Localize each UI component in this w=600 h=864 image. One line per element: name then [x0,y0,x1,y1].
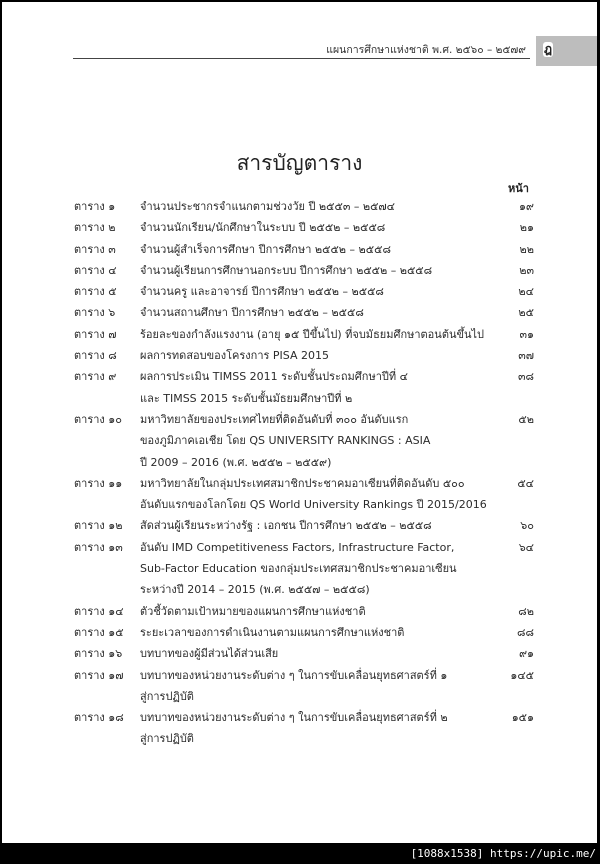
toc-entry-title [140,239,534,260]
toc-entry[interactable] [74,281,534,302]
toc-entry-page-number: ๘๘ [517,625,534,639]
toc-entry-title [140,643,534,664]
toc-entry[interactable] [74,622,534,643]
toc-entry-title [140,601,534,622]
toc-entry[interactable] [74,665,534,708]
toc-entry-title-line: จำนวนครู และอาจารย์ ปีการศึกษา ๒๕๕๒ – ๒๕๕๘ [140,285,384,299]
toc-entry-label: ตาราง ๘ [74,349,117,363]
toc-entry[interactable] [74,324,534,345]
toc-entry[interactable] [74,537,534,601]
toc-entry-title [140,707,534,750]
toc-entry[interactable] [74,515,534,536]
toc-entry-title [140,345,534,366]
toc-entry-title [140,324,534,345]
toc-entry-title-line: มหาวิทยาลัยในกลุ่มประเทศสมาชิกประชาคมอาเซียนที่ติดอันดับ ๕๐๐ [140,476,465,490]
page-title: สารบัญตาราง [236,151,363,175]
toc-entry-title [140,217,534,238]
running-header-title: แผนการศึกษาแห่งชาติ พ.ศ. ๒๕๖๐ – ๒๕๗๙ [326,44,526,56]
document-page [2,2,597,843]
toc-entry-title-line: สู่การปฏิบัติ [140,732,194,746]
toc-entry-title [140,196,534,217]
page-column-header: หน้า [508,182,529,195]
toc-entry-title [140,366,534,409]
toc-entry-page-number: ๘๒ [518,604,534,618]
toc-entry[interactable] [74,366,534,409]
toc-entry-label: ตาราง ๑๕ [74,625,124,639]
toc-entry-title-line: ร้อยละของกำลังแรงงาน (อายุ ๑๕ ปีขึ้นไป) ที่จบมัธยมศึกษาตอนต้นขึ้นไป [140,327,485,341]
toc-entry-page-number: ๑๙ [518,200,534,213]
toc-entry-title-line: และ TIMSS 2015 ระดับชั้นมัธยมศึกษาปีที่ ๒ [140,391,353,405]
toc-entry-title [140,537,534,601]
toc-entry-title-line: มหาวิทยาลัยของประเทศไทยที่ติดอันดับที่ ๓๐๐ อันดับแรก [140,412,409,426]
toc-entry[interactable] [74,643,534,664]
toc-entry[interactable] [74,239,534,260]
toc-entry-page-number: ๒๑ [519,221,534,235]
toc-entry-title-line: จำนวนผู้สำเร็จการศึกษา ปีการศึกษา ๒๕๕๒ – ๒๕๕๘ [140,242,391,256]
toc-entry-title [140,515,534,536]
toc-entry-label: ตาราง ๑๒ [74,519,123,533]
toc-entry-page-number: ๕๒ [518,412,534,426]
toc-entry-title-line: ระยะเวลาของการดำเนินงานตามแผนการศึกษาแห่งชาติ [140,625,405,639]
toc-entry-title [140,665,534,708]
toc-entry-title [140,409,534,473]
toc-entry-title-line: บทบาทของหน่วยงานระดับต่าง ๆ ในการขับเคลื่อนยุทธศาสตร์ที่ ๑ [140,668,448,682]
toc-entry-title-line: สู่การปฏิบัติ [140,689,194,703]
toc-entry-label: ตาราง ๑๐ [74,412,122,426]
toc-entry-title [140,622,534,643]
toc-entry-page-number: ๖๔ [518,540,534,554]
toc-entry-title-line: Sub-Factor Education ของกลุ่มประเทศสมาชิกประชาคมอาเซียน [140,562,457,576]
toc-entry[interactable] [74,345,534,366]
toc-entry[interactable] [74,217,534,238]
toc-entry-label: ตาราง ๑๖ [74,647,123,661]
toc-entry[interactable] [74,707,534,750]
toc-entry-label: ตาราง ๔ [74,263,117,277]
toc-entry-label: ตาราง ๑๘ [74,711,124,725]
toc-entry-page-number: ๑๕๑ [511,711,534,725]
toc-entry[interactable] [74,601,534,622]
toc-entry-label: ตาราง ๓ [74,242,116,256]
toc-entry-title-line: จำนวนนักเรียน/นักศึกษาในระบบ ปี ๒๕๕๒ – ๒๕๕๘ [140,221,386,235]
toc-entry-title [140,281,534,302]
toc-entry-page-number: ๙๑ [518,647,534,661]
toc-entry[interactable] [74,302,534,323]
toc-entry-title-line: บทบาทของหน่วยงานระดับต่าง ๆ ในการขับเคลื่อนยุทธศาสตร์ที่ ๒ [140,711,448,725]
toc-entry-page-number: ๒๒ [519,242,534,256]
toc-entry-title-line: ผลการประเมิน TIMSS 2011 ระดับชั้นประถมศึกษาปีที่ ๔ [140,370,408,384]
toc-entry-title [140,260,534,281]
toc-entry-page-number: ๒๕ [518,306,534,320]
toc-entry[interactable] [74,409,534,473]
toc-entry[interactable] [74,473,534,516]
toc-entry-page-number: ๕๔ [517,476,534,490]
toc-entry-title-line: ปี 2009 – 2016 (พ.ศ. ๒๕๕๒ – ๒๕๕๙) [140,455,332,469]
toc-entry[interactable] [74,260,534,281]
toc-entry-label: ตาราง ๕ [74,285,117,299]
toc-entry-title-line: จำนวนสถานศึกษา ปีการศึกษา ๒๕๕๒ – ๒๕๕๘ [140,306,364,320]
toc-entry-label: ตาราง ๑๗ [74,668,124,682]
toc-entry-page-number: ๓๑ [519,327,534,341]
toc-entry-label: ตาราง ๑๔ [74,604,124,618]
running-header [73,38,530,59]
toc-entry-page-number: ๖๐ [520,519,534,533]
toc-entry-title-line: จำนวนประชากรจำแนกตามช่วงวัย ปี ๒๕๕๓ – ๒๕๗๔ [140,200,396,213]
page-number-tab [536,36,597,66]
toc-entry-page-number: ๑๔๕ [510,668,534,682]
table-of-tables-list [74,196,534,750]
toc-entry-label: ตาราง ๗ [74,327,117,341]
toc-entry-title-line: ผลการทดสอบของโครงการ PISA 2015 [140,349,329,363]
toc-entry-label: ตาราง ๖ [74,306,116,320]
toc-entry-title-line: จำนวนผู้เรียนการศึกษานอกระบบ ปีการศึกษา ๒๕๕๒ – ๒๕๕๘ [140,263,433,277]
image-watermark: [1088x1538] https://upic.me/ [410,847,596,860]
toc-entry[interactable] [74,196,534,217]
toc-entry-title-line: สัดส่วนผู้เรียนระหว่างรัฐ : เอกชน ปีการศึกษา ๒๕๕๒ – ๒๕๕๘ [140,519,432,533]
toc-entry-page-number: ๓๘ [517,370,534,384]
toc-entry-title-line: ของภูมิภาคเอเชีย โดย QS UNIVERSITY RANKINGS : ASIA [140,434,431,448]
toc-entry-label: ตาราง ๙ [74,370,117,384]
toc-entry-label: ตาราง ๑๓ [74,540,123,554]
toc-entry-title-line: อันดับ IMD Competitiveness Factors, Infrastructure Factor, [140,540,455,554]
toc-entry-title [140,473,535,516]
toc-entry-title [140,302,534,323]
toc-entry-page-number: ๒๔ [518,285,534,299]
toc-entry-page-number: ๓๗ [518,349,534,363]
toc-entry-title-line: ตัวชี้วัดตามเป้าหมายของแผนการศึกษาแห่งชาติ [140,604,366,618]
toc-entry-page-number: ๒๓ [519,263,534,277]
toc-entry-title-line: บทบาทของผู้มีส่วนได้ส่วนเสีย [140,647,279,661]
toc-entry-title-line: อันดับแรกของโลกโดย QS World University Rankings ปี 2015/2016 [140,498,487,512]
toc-entry-label: ตาราง ๑๑ [74,476,123,490]
toc-entry-label: ตาราง ๒ [74,221,116,235]
toc-entry-title-line: ระหว่างปี 2014 – 2015 (พ.ศ. ๒๕๕๗ – ๒๕๕๘) [140,583,370,597]
toc-entry-label: ตาราง ๑ [74,200,116,213]
page-number: ฎ [544,42,553,56]
